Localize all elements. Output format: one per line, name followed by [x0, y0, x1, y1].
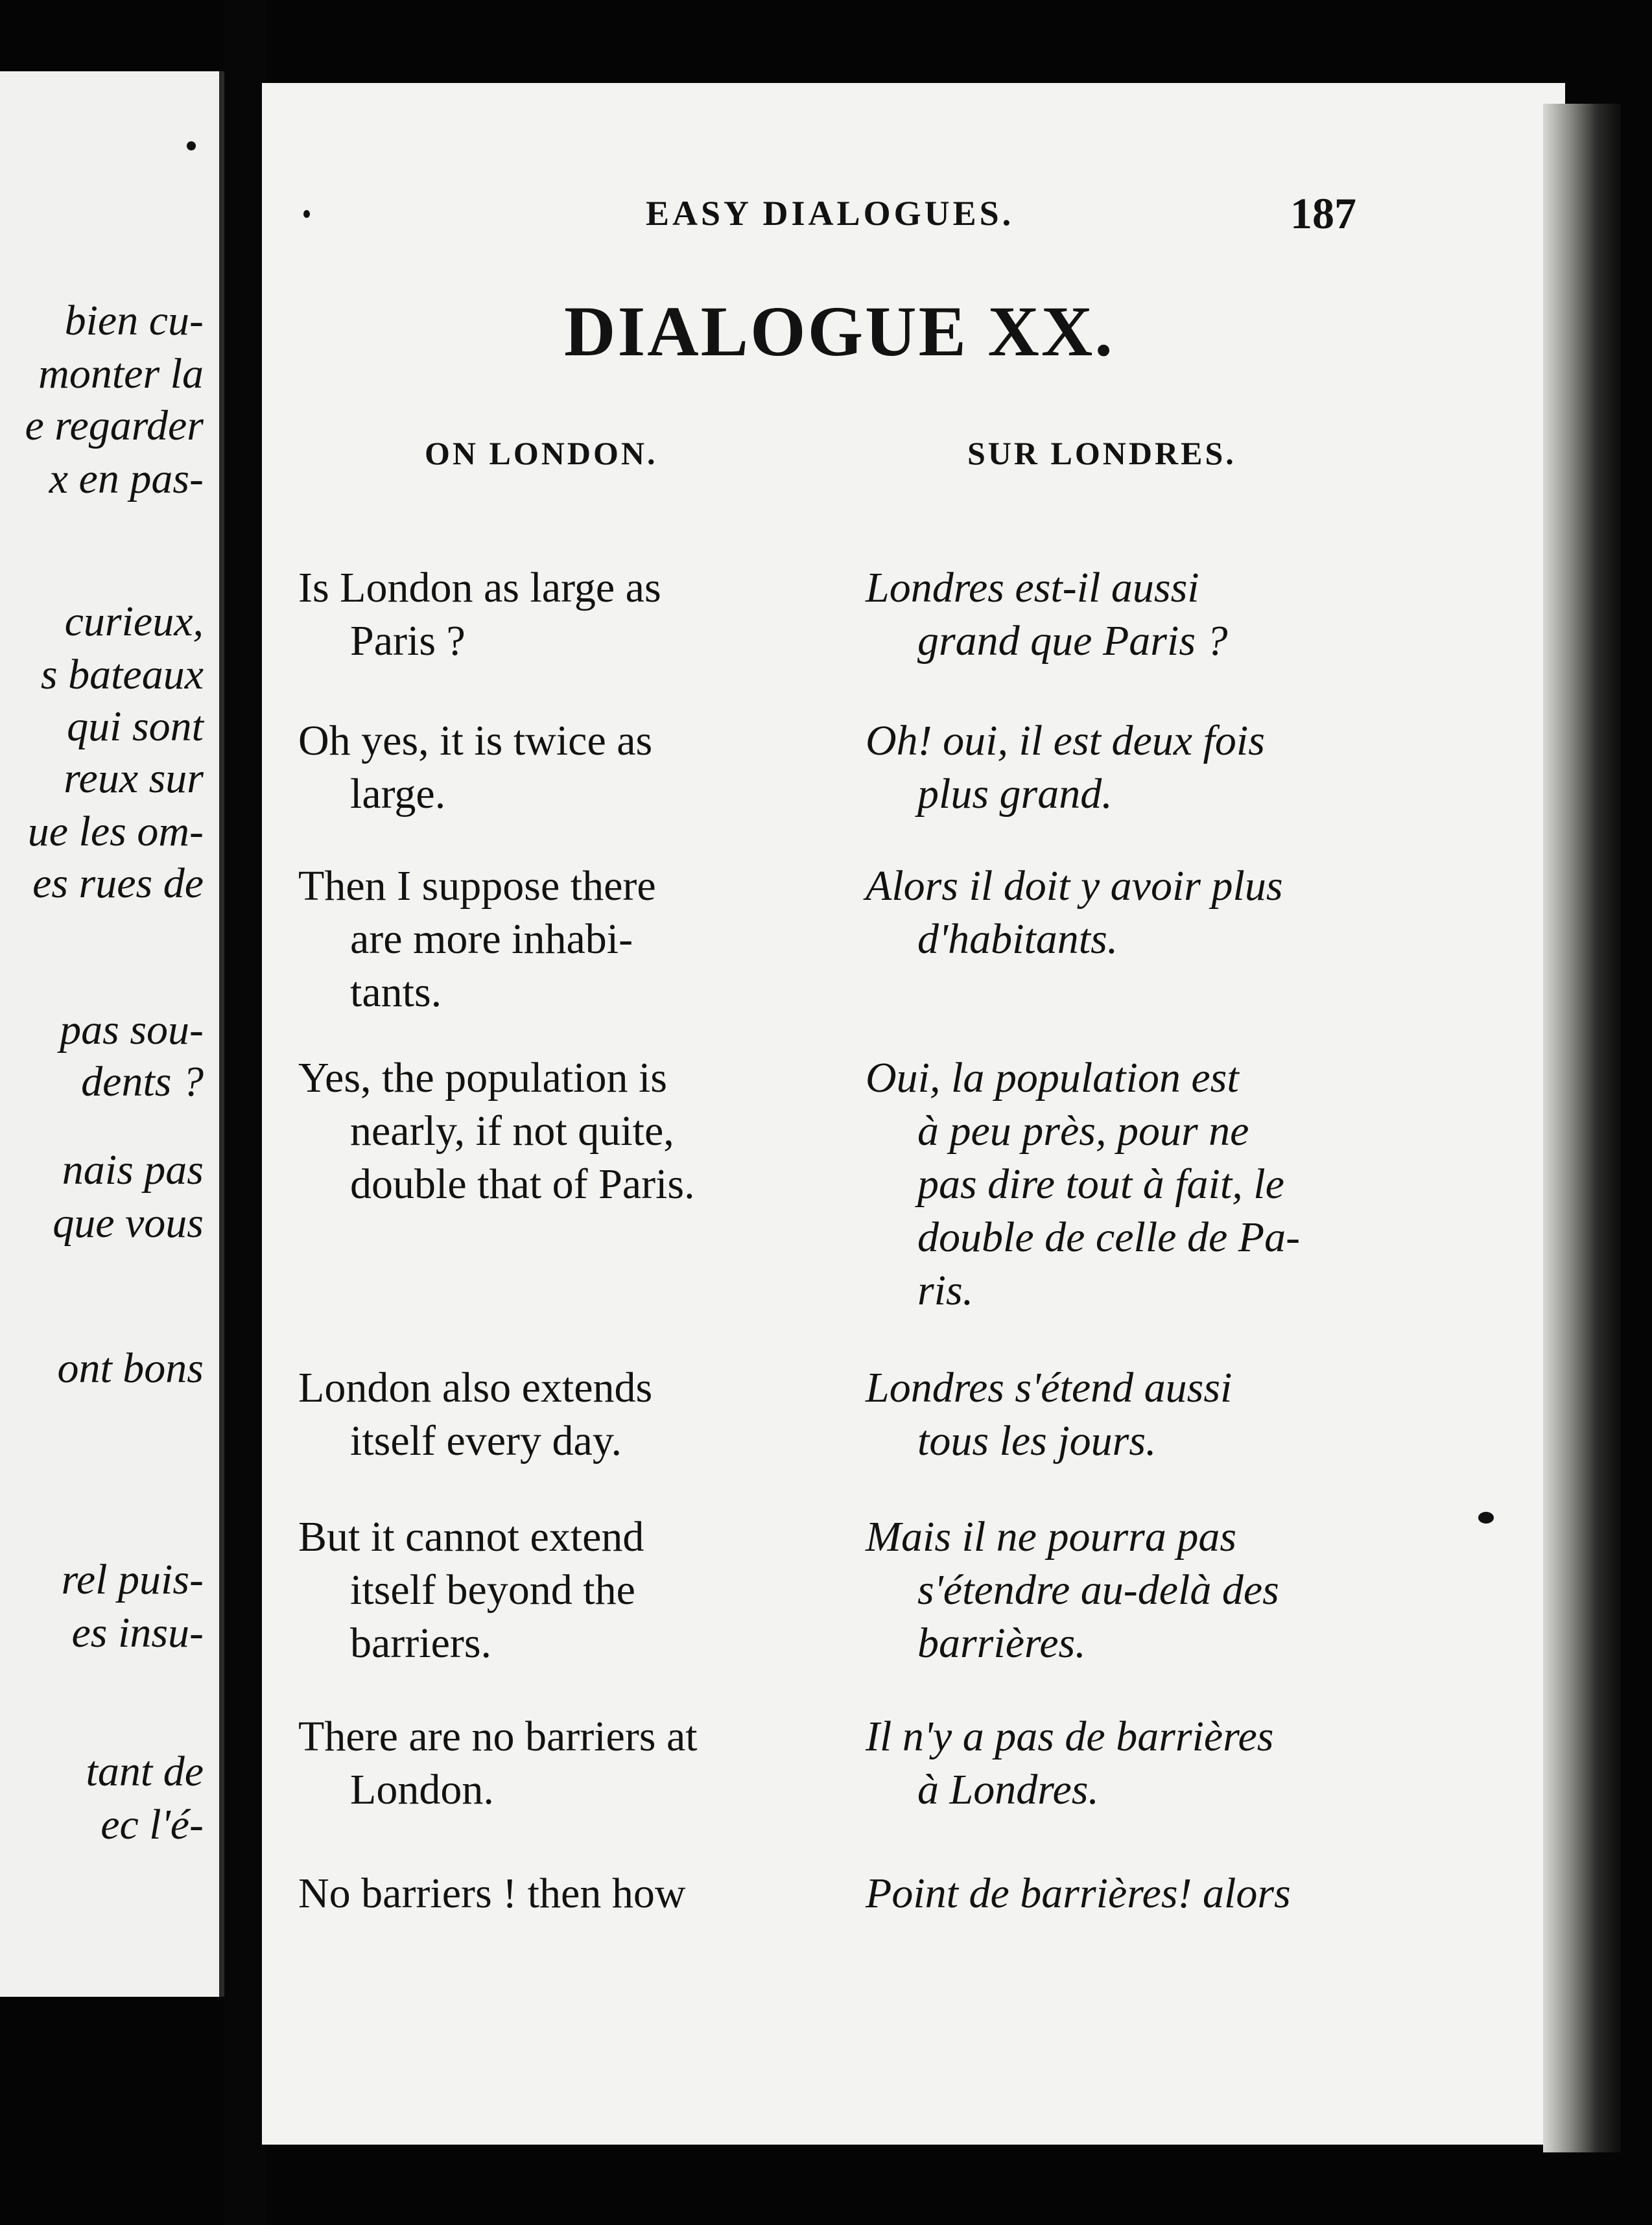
french-entry — [866, 714, 1371, 821]
left-page-line: pas sou- — [60, 1006, 204, 1054]
left-page-line: ue les om- — [27, 808, 204, 855]
english-line: But it cannot extend — [298, 1513, 644, 1560]
left-page-line: dents ? — [81, 1058, 204, 1105]
french-line: pas dire tout à fait, le — [917, 1160, 1284, 1208]
french-entry — [866, 1710, 1371, 1817]
english-line: No barriers ! then how — [298, 1870, 686, 1917]
left-page-line: es rues de — [32, 860, 204, 907]
left-page — [0, 71, 224, 1997]
left-page-line: e regarder — [25, 402, 204, 449]
english-entry — [298, 714, 810, 821]
ink-speck — [303, 210, 310, 218]
english-line: are more inhabi- — [350, 915, 633, 963]
english-line: nearly, if not quite, — [350, 1107, 674, 1155]
left-page-line: nais pas — [62, 1146, 204, 1194]
french-line: s'étendre au-delà des — [917, 1566, 1279, 1614]
left-page-line: es insu- — [71, 1609, 204, 1656]
left-page-line: x en pas- — [49, 455, 204, 502]
ink-speck — [187, 141, 196, 150]
english-line: Oh yes, it is twice as — [298, 717, 653, 764]
french-line: plus grand. — [917, 770, 1113, 818]
french-line: d'habitants. — [917, 915, 1118, 963]
english-entry — [298, 1867, 810, 1920]
french-line: à peu près, pour ne — [917, 1107, 1249, 1155]
english-entry — [298, 1361, 810, 1468]
left-page-line: que vous — [53, 1199, 204, 1247]
left-page-line: bien cu- — [64, 297, 204, 344]
english-line: barriers. — [350, 1619, 492, 1667]
english-entry — [298, 860, 810, 1019]
left-page-line: curieux, — [64, 598, 204, 645]
french-entry — [866, 1361, 1371, 1468]
french-column-heading: SUR LONDRES. — [967, 435, 1236, 471]
french-entry — [866, 1052, 1371, 1317]
english-line: double that of Paris. — [350, 1160, 695, 1208]
page-number: 187 — [1290, 189, 1356, 238]
left-page-line: ont bons — [57, 1345, 204, 1392]
french-line: Oui, la population est — [866, 1054, 1239, 1101]
left-page-line: ec l'é- — [100, 1801, 204, 1848]
english-entry — [298, 1710, 810, 1817]
english-line: London also extends — [298, 1364, 653, 1411]
left-page-line: s bateaux — [40, 651, 204, 698]
english-entry — [298, 1511, 810, 1670]
book-gutter — [224, 0, 267, 2225]
french-line: à Londres. — [917, 1766, 1099, 1813]
french-entry — [866, 1511, 1371, 1670]
english-column-heading: ON LONDON. — [425, 435, 658, 471]
english-line: Yes, the population is — [298, 1054, 667, 1101]
french-entry — [866, 1867, 1371, 1920]
french-line: Point de barrières! alors — [866, 1870, 1291, 1917]
french-line: tous les jours. — [917, 1417, 1157, 1465]
french-line: Il n'y a pas de barrières — [866, 1713, 1274, 1760]
left-page-line: monter la — [38, 350, 204, 397]
running-head: EASY DIALOGUES. — [646, 194, 1015, 233]
french-line: Londres s'étend aussi — [866, 1364, 1233, 1411]
left-page-line: qui sont — [67, 703, 204, 750]
french-line: Alors il doit y avoir plus — [866, 862, 1283, 910]
french-entry — [866, 561, 1371, 668]
french-line: Mais il ne pourra pas — [866, 1513, 1237, 1560]
left-page-line: tant de — [86, 1748, 204, 1795]
french-line: ris. — [917, 1267, 974, 1314]
english-line: large. — [350, 770, 446, 818]
english-line: itself beyond the — [350, 1566, 635, 1614]
english-entry — [298, 1052, 810, 1211]
english-line: Is London as large as — [298, 564, 661, 611]
english-line: London. — [350, 1766, 494, 1813]
french-line: double de celle de Pa- — [917, 1214, 1301, 1261]
ink-speck — [1478, 1512, 1494, 1524]
left-page-line: rel puis- — [61, 1556, 204, 1603]
left-page-line: reux sur — [64, 755, 204, 802]
english-line: Then I suppose there — [298, 862, 656, 910]
french-line: Oh! oui, il est deux fois — [866, 717, 1265, 764]
english-line: itself every day. — [350, 1417, 622, 1465]
english-line: tants. — [350, 969, 442, 1016]
french-line: Londres est-il aussi — [866, 564, 1199, 611]
french-line: barrières. — [917, 1619, 1086, 1667]
english-line: There are no barriers at — [298, 1713, 698, 1760]
english-line: Paris ? — [350, 617, 466, 665]
french-entry — [866, 860, 1371, 966]
page-edge — [1543, 104, 1621, 2152]
dialogue-title: DIALOGUE XX. — [564, 292, 1115, 371]
french-line: grand que Paris ? — [917, 617, 1228, 665]
english-entry — [298, 561, 810, 668]
